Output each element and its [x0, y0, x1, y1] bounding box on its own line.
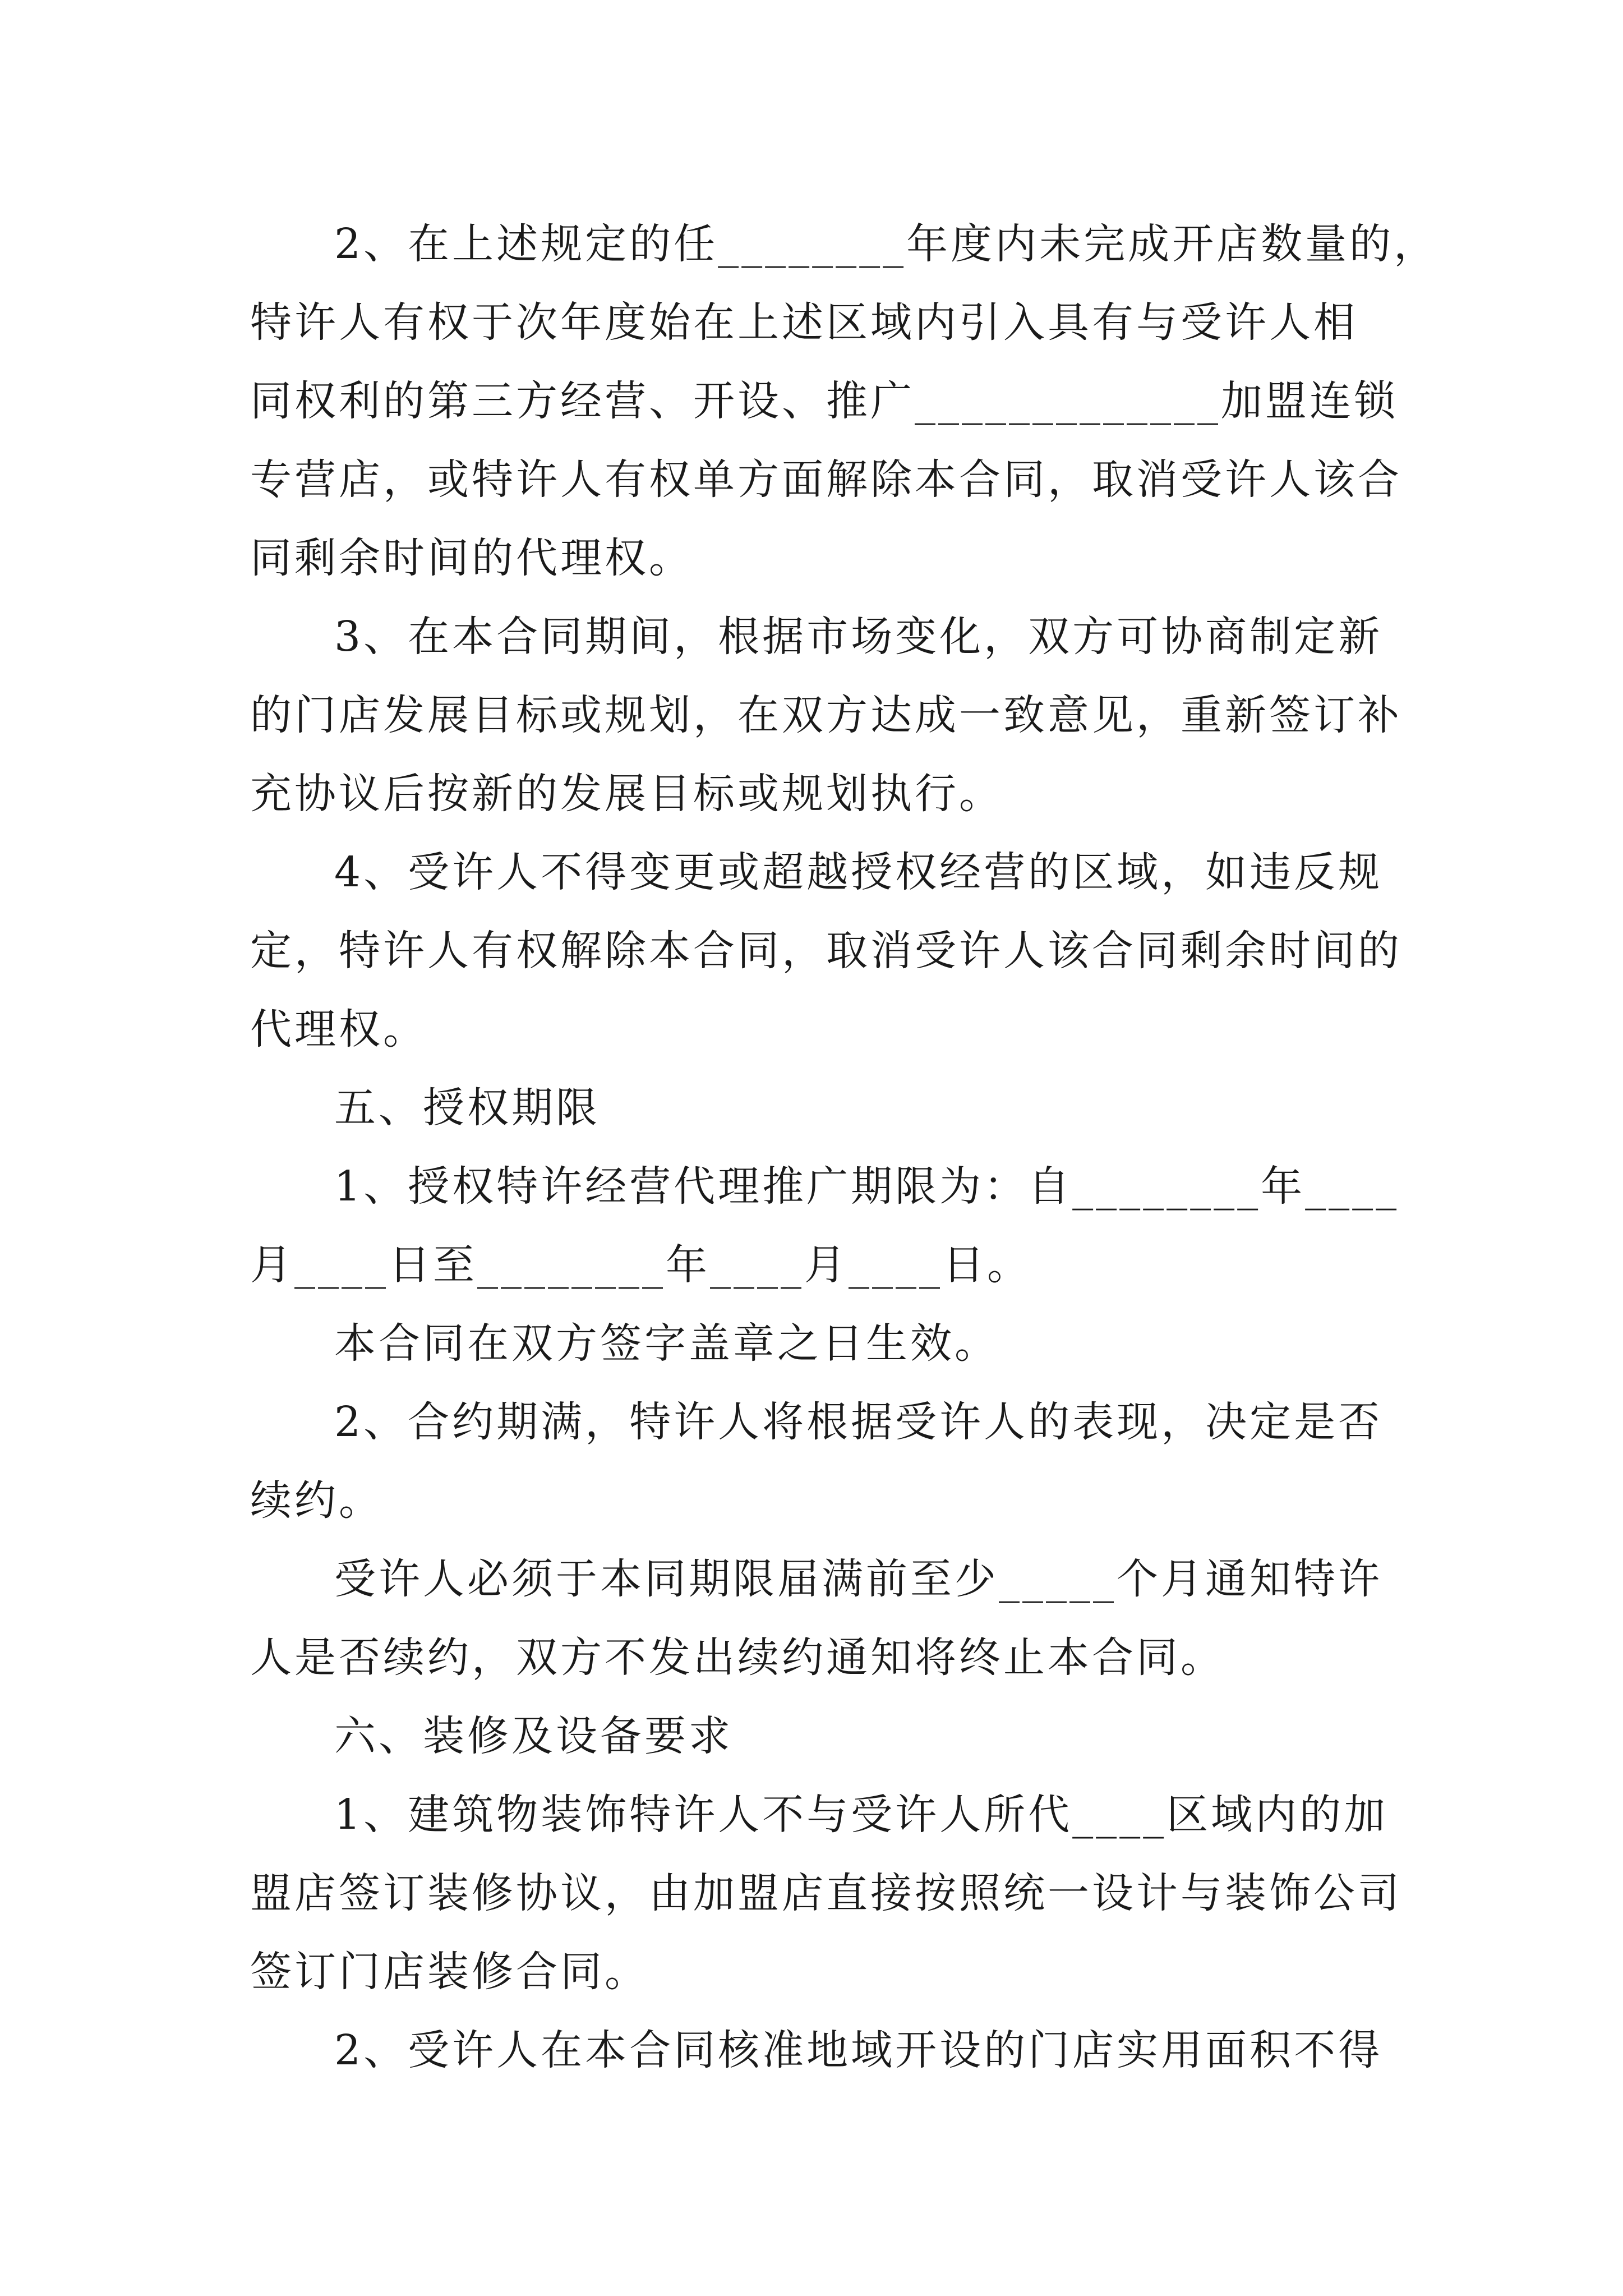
text-line: 2、合约期满，特许人将根据受许人的表现，决定是否	[334, 1398, 1383, 1446]
text-line: 3、在本合同期间，根据市场变化，双方可协商制定新	[334, 613, 1383, 661]
text-line: 同权利的第三方经营、开设、推广_____________加盟连锁	[250, 377, 1398, 425]
text-line: 特许人有权于次年度始在上述区域内引入具有与受许人相	[250, 298, 1358, 347]
text-line: 签订门店装修合同。	[250, 1948, 649, 1996]
document-page	[250, 216, 1438, 2101]
section-heading: 六、装修及设备要求	[334, 1712, 733, 1760]
text-line: 定，特许人有权解除本合同，取消受许人该合同剩余时间的	[250, 927, 1402, 975]
text-line: 同剩余时间的代理权。	[250, 534, 693, 582]
text-line: 专营店，或特许人有权单方面解除本合同，取消受许人该合	[250, 455, 1402, 504]
text-line: 4、受许人不得变更或超越授权经营的区域，如违反规	[334, 848, 1383, 896]
text-line: 人是否续约，双方不发出续约通知将终止本合同。	[250, 1634, 1225, 1682]
text-line: 受许人必须于本同期限届满前至少_____个月通知特许	[334, 1555, 1382, 1603]
text-line: 本合同在双方签字盖章之日生效。	[334, 1319, 999, 1368]
text-line: 2、在上述规定的任________年度内未完成开店数量的，	[334, 220, 1438, 268]
text-line: 2、受许人在本合同核准地域开设的门店实用面积不得	[334, 2026, 1383, 2074]
text-line: 1、建筑物装饰特许人不与受许人所代____区域内的加	[334, 1791, 1389, 1839]
text-line: 盟店签订装修协议，由加盟店直接按照统一设计与装饰公司	[250, 1869, 1402, 1917]
text-line: 的门店发展目标或规划，在双方达成一致意见，重新签订补	[250, 691, 1402, 739]
text-line: 1、授权特许经营代理推广期限为：自________年____	[334, 1162, 1400, 1211]
text-line: 充协议后按新的发展目标或规划执行。	[250, 770, 1003, 818]
text-line: 月____日至________年____月____日。	[250, 1241, 1031, 1289]
text-line: 续约。	[250, 1476, 383, 1525]
text-line: 代理权。	[250, 1005, 427, 1053]
section-heading: 五、授权期限	[334, 1084, 600, 1132]
